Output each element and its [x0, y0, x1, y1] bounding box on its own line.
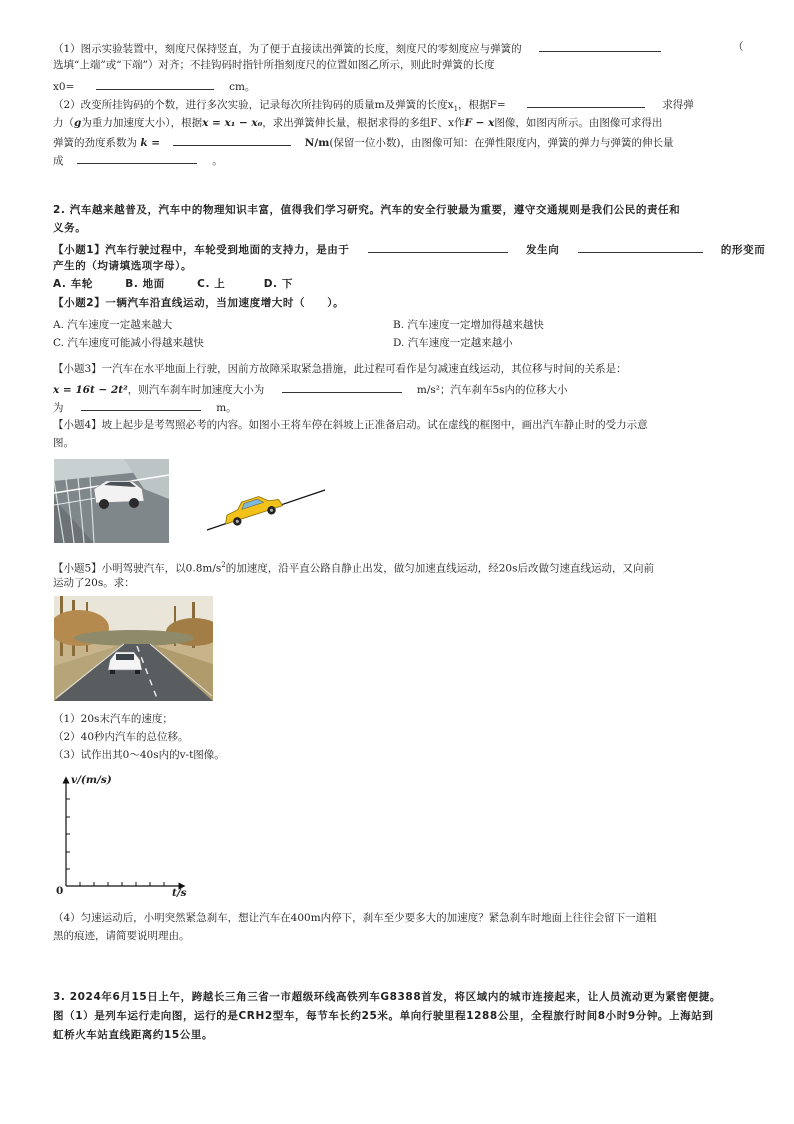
graph-x-label: t/s — [172, 887, 187, 899]
q1-blank-x0[interactable] — [96, 78, 214, 90]
q1-p2-line2 — [53, 116, 662, 130]
q1-blank-F[interactable] — [527, 96, 645, 108]
q1-p2-text3a: 弹簧的劲度系数为 — [53, 137, 137, 149]
q2-s5-text-a: 【小题5】小明驾驶汽车，以0.8m/s — [53, 562, 222, 575]
unit-m: m。 — [216, 402, 237, 414]
formula-F-x: F − x — [464, 117, 495, 129]
unit-cm: cm。 — [229, 81, 256, 93]
q1-p1-line1 — [53, 40, 661, 56]
slope-car-photo — [54, 459, 169, 543]
q2-s1-text-b: 发生向 — [526, 244, 560, 256]
q1-x0-line — [53, 78, 255, 94]
q2-s2-option-A[interactable]: A. 汽车速度一定越来越大 — [53, 319, 173, 331]
q2-s3-text-c: ；汽车刹车5s内的位移大小 — [439, 384, 568, 396]
q3-line3: 虹桥火车站直线距离约15公里。 — [53, 1029, 214, 1041]
q2-s2-option-D[interactable]: D. 汽车速度一定越来越小 — [393, 337, 513, 349]
vt-graph[interactable] — [50, 768, 200, 903]
q2-s1-line1 — [53, 241, 765, 257]
option-B[interactable]: B. 地面 — [125, 278, 165, 290]
option-A[interactable]: A. 车轮 — [53, 278, 93, 290]
q2-s3-line1: 【小题3】一汽车在水平地面上行驶，因前方故障采取紧急措施，此过程可看作是匀减速直线运动，其位移与时间的关系是： — [53, 363, 627, 375]
q1-p1-line2: 选填“上端”或“下端”）对齐；不挂钩码时指针所指刻度尺的位置如图乙所示，则此时弹簧的长度 — [53, 59, 495, 71]
q2-s3-line3 — [53, 399, 237, 415]
q1-p2-end: 。 — [212, 155, 223, 167]
q2-s1-text-a: 【小题1】汽车行驶过程中，车轮受到地面的支持力，是由于 — [53, 244, 350, 256]
q2-intro-line2: 义务。 — [53, 222, 87, 234]
g-symbol: g — [74, 117, 82, 129]
q2-s3-text-b: ，则汽车刹车时加速度大小为 — [127, 384, 265, 396]
x0-label: x0= — [53, 81, 75, 93]
q2-s5-text-b: 的加速度，沿平直公路自静止出发，做匀加速直线运动，经20s后改做匀速直线运动，又向前 — [225, 562, 654, 575]
q1-p2-text2a: 力（ — [53, 117, 74, 129]
road-car-photo — [54, 596, 213, 701]
q2-s5-q1: （1）20s末汽车的速度； — [53, 713, 173, 725]
q2-s3-blank-displacement[interactable] — [81, 399, 201, 411]
unit-N-m: N/m — [304, 137, 330, 149]
q2-s2-option-C[interactable]: C. 汽车速度可能减小得越来越快 — [53, 337, 204, 349]
sub-1: 1 — [453, 105, 459, 114]
slope-diagram — [205, 482, 330, 532]
q2-s5-q3: （3）试作出其0～40s内的v-t图像。 — [53, 749, 225, 761]
q2-s5-q4-line1: （4）匀速运动后，小明突然紧急刹车，想让汽车在400m内停下，刹车至少要多大的加速度？紧急刹车时地面上往往会留下一道粗 — [53, 912, 657, 924]
q2-s1-line2: 产生的（均请填选项字母）。 — [53, 260, 193, 272]
q2-s3-line2 — [53, 381, 568, 397]
graph-origin: 0 — [56, 885, 64, 897]
q2-intro-line1: 2. 汽车越来越普及，汽车中的物理知识丰富，值得我们学习研究。汽车的安全行驶最为重要，遵守交通规则是我们公民的责任和 — [53, 204, 681, 216]
formula-x: x = x₁ − x₀ — [202, 117, 263, 129]
q2-s1-options — [53, 277, 293, 291]
option-C[interactable]: C. 上 — [197, 278, 226, 290]
q1-blank-zero-end[interactable] — [539, 40, 661, 52]
q2-s1-text-c: 的形变而 — [720, 244, 766, 256]
formula-displacement: x = 16t − 2t² — [53, 384, 128, 396]
q1-p2-text1b: ，根据F= — [458, 99, 506, 111]
q1-p2-text1c: 求得弹 — [662, 99, 694, 111]
q1-p1-text1: （1）图示实验装置中，刻度尺保持竖直，为了便于直接读出弹簧的长度，刻度尺的零刻度应与弹簧的 — [53, 43, 522, 55]
q1-p2-line4 — [53, 152, 223, 168]
unit-m-s2: m/s² — [416, 384, 440, 396]
q1-p2-text2c: ，求出弹簧伸长量，根据求得的多组F、x作 — [262, 117, 465, 129]
q1-p2-line3 — [53, 134, 674, 150]
q3-line1: 3. 2024年6月15日上午，跨越长三角三省一市超级环线高铁列车G8388首发，将区域内的城市连接起来，让人员流动更为紧密便捷。 — [53, 991, 721, 1003]
option-D[interactable]: D. 下 — [263, 278, 293, 290]
q1-p2-text3b: (保留一位小数)，由图像可知：在弹性限度内，弹簧的弹力与弹簧的伸长量 — [329, 137, 674, 149]
q1-p2-text1a: （2）改变所挂钩码的个数，进行多次实验，记录每次所挂钩码的质量m及弹簧的长度x — [53, 99, 454, 111]
yellow-car-icon — [221, 490, 285, 529]
q2-s5-q4-line2: 黑的痕迹，请简要说明理由。 — [53, 930, 190, 942]
q2-s5-line1 — [53, 558, 654, 576]
q1-blank-k[interactable] — [173, 134, 291, 146]
q2-s1-blank1[interactable] — [368, 241, 508, 253]
q2-s1-blank2[interactable] — [578, 241, 703, 253]
q1-blank-relation[interactable] — [77, 152, 197, 164]
graph-y-label: v/(m/s) — [71, 774, 112, 786]
q2-s4-line1: 【小题4】坡上起步是考驾照必考的内容。如图小王将车停在斜坡上正准备启动。试在虚线的框图中，画出汽车静止时的受力示意 — [53, 419, 648, 431]
k-symbol: k = — [140, 137, 161, 149]
q1-p2-line1 — [53, 96, 694, 116]
q1-p2-text4a: 成 — [53, 155, 64, 167]
sup-2: 2 — [221, 561, 226, 569]
q1-p2-text2b: 为重力加速度大小），根据 — [81, 117, 203, 129]
q1-p2-text2d: 图像，如图丙所示。由图像可求得出 — [494, 117, 663, 129]
q2-s5-q2: （2）40秒内汽车的总位移。 — [53, 731, 189, 743]
q2-s2-option-B[interactable]: B. 汽车速度一定增加得越来越快 — [393, 319, 544, 331]
q2-s2-stem: 【小题2】一辆汽车沿直线运动，当加速度增大时（ ）。 — [53, 297, 345, 309]
q1-paren: （ — [733, 41, 744, 53]
q2-s4-line2: 图。 — [53, 437, 74, 449]
q3-line2: 图（1）是列车运行走向图，运行的是CRH2型车，每节车长约25米。单向行驶里程1288公里，全程旅行时间8小时9分钟。上海站到 — [53, 1010, 714, 1022]
q2-s3-text-d: 为 — [53, 402, 64, 414]
q2-s3-blank-accel[interactable] — [282, 381, 402, 393]
q2-s5-line2: 运动了20s。求： — [53, 577, 135, 589]
